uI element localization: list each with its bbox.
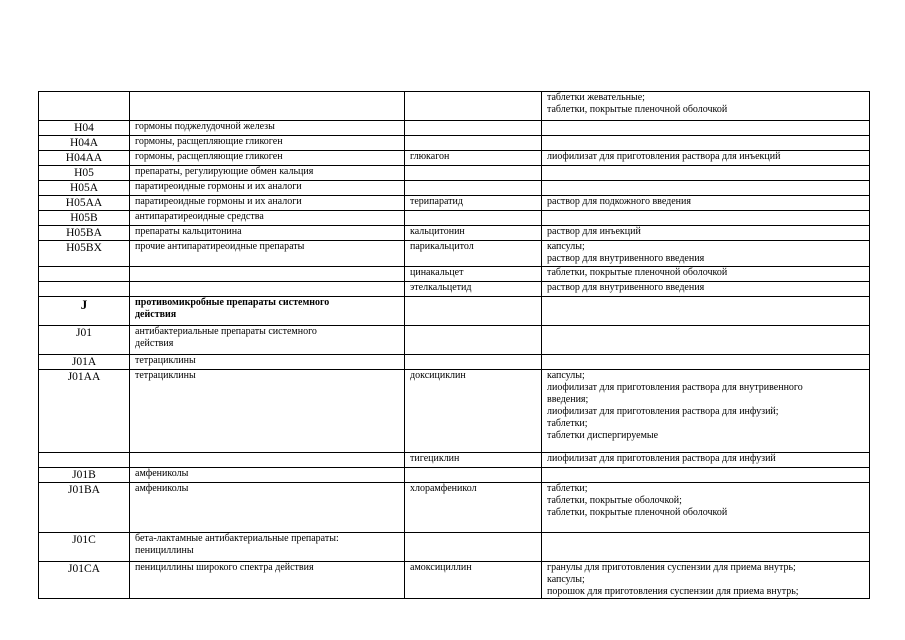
- dosage-form-line: лиофилизат для приготовления раствора для инъекций: [547, 151, 781, 162]
- group-name-cell: [130, 151, 405, 166]
- drug-name-line: терипаратид: [410, 196, 463, 207]
- drug-name-cell: [405, 355, 542, 370]
- table-row: [39, 562, 870, 599]
- atc-code-cell: [39, 297, 130, 326]
- table-row: [39, 151, 870, 166]
- group-name-line: паратиреоидные гормоны и их аналоги: [135, 196, 302, 207]
- group-name-line: тетрациклины: [135, 370, 196, 381]
- atc-code-cell: [39, 355, 130, 370]
- dosage-form-cell: [542, 92, 870, 121]
- atc-code-text: J01CA: [68, 563, 100, 575]
- drug-name-cell: [405, 370, 542, 453]
- table-row: [39, 483, 870, 533]
- group-name-cell: [130, 166, 405, 181]
- atc-code-text: J01C: [72, 534, 96, 546]
- dosage-form-line: таблетки жевательные;: [547, 92, 645, 103]
- group-name-line: антипаратиреоидные средства: [135, 211, 264, 222]
- drug-name-cell: [405, 297, 542, 326]
- table-row: [39, 92, 870, 121]
- drug-name-cell: [405, 136, 542, 151]
- dosage-form-line: капсулы;: [547, 574, 585, 585]
- dosage-form-cell: [542, 241, 870, 267]
- atc-code-cell: [39, 226, 130, 241]
- dosage-form-cell: [542, 121, 870, 136]
- dosage-form-line: таблетки диспергируемые: [547, 430, 659, 441]
- group-name-line: амфениколы: [135, 483, 189, 494]
- group-name-cell: [130, 370, 405, 453]
- atc-code-text: H05BX: [66, 242, 102, 254]
- table-row: [39, 267, 870, 282]
- dosage-form-line: капсулы;: [547, 241, 585, 252]
- drug-name-cell: [405, 326, 542, 355]
- atc-code-cell: [39, 196, 130, 211]
- table-row: [39, 211, 870, 226]
- atc-code-text: H05B: [70, 212, 98, 224]
- dosage-form-cell: [542, 267, 870, 282]
- drug-name-cell: [405, 453, 542, 468]
- group-name-line: антибактериальные препараты системного: [135, 326, 317, 337]
- group-name-cell: [130, 226, 405, 241]
- dosage-form-cell: [542, 181, 870, 196]
- atc-code-text: H04A: [69, 137, 99, 149]
- atc-code-cell: [39, 267, 130, 282]
- group-name-cell: [130, 121, 405, 136]
- atc-code-text: H05AA: [65, 197, 103, 209]
- atc-code-cell: [39, 136, 130, 151]
- dosage-form-line: введения;: [547, 394, 589, 405]
- dosage-form-line: таблетки, покрытые оболочкой;: [547, 495, 682, 506]
- atc-code-text: J01BA: [68, 484, 100, 496]
- group-name-line: гормоны, расщепляющие гликоген: [135, 151, 283, 162]
- group-name-line: пенициллины: [135, 545, 194, 556]
- drug-name-line: амоксициллин: [410, 562, 472, 573]
- atc-code-text: H05: [74, 167, 94, 179]
- drug-name-line: глюкагон: [410, 151, 450, 162]
- drug-name-cell: [405, 483, 542, 533]
- drug-name-cell: [405, 181, 542, 196]
- dosage-form-line: таблетки, покрытые пленочной оболочкой: [547, 507, 728, 518]
- group-name-cell: [130, 483, 405, 533]
- table-row: [39, 355, 870, 370]
- table-row: [39, 326, 870, 355]
- group-name-cell: [130, 453, 405, 468]
- atc-code-text: J01: [76, 327, 92, 339]
- atc-code-text: H05BA: [66, 227, 102, 239]
- dosage-form-line: раствор для внутривенного введения: [547, 253, 705, 264]
- dosage-form-cell: [542, 483, 870, 533]
- drug-name-cell: [405, 211, 542, 226]
- drug-name-cell: [405, 562, 542, 599]
- dosage-form-line: порошок для приготовления суспензии для приема внутрь;: [547, 586, 799, 597]
- dosage-form-line: таблетки;: [547, 418, 588, 429]
- group-name-cell: [130, 297, 405, 326]
- group-name-line: амфениколы: [135, 468, 189, 479]
- table-row: [39, 196, 870, 211]
- atc-code-cell: [39, 483, 130, 533]
- table-row: [39, 453, 870, 468]
- dosage-form-cell: [542, 562, 870, 599]
- dosage-form-line: раствор для подкожного введения: [547, 196, 691, 207]
- table-row: [39, 297, 870, 326]
- atc-code-cell: [39, 166, 130, 181]
- drug-name-cell: [405, 282, 542, 297]
- group-name-line: препараты кальцитонина: [135, 226, 242, 237]
- dosage-form-cell: [542, 297, 870, 326]
- group-name-cell: [130, 267, 405, 282]
- atc-code-cell: [39, 562, 130, 599]
- dosage-form-cell: [542, 196, 870, 211]
- drug-name-cell: [405, 468, 542, 483]
- drug-name-cell: [405, 533, 542, 562]
- atc-code-text: H04: [74, 122, 94, 134]
- dosage-form-line: таблетки;: [547, 483, 588, 494]
- group-name-line: действия: [135, 338, 174, 349]
- dosage-form-cell: [542, 370, 870, 453]
- group-name-line: действия: [135, 309, 177, 320]
- atc-code-cell: [39, 121, 130, 136]
- table-row: [39, 370, 870, 453]
- drug-name-cell: [405, 151, 542, 166]
- table-row: [39, 282, 870, 297]
- group-name-cell: [130, 92, 405, 121]
- atc-code-cell: [39, 241, 130, 267]
- table-row: [39, 181, 870, 196]
- group-name-line: тетрациклины: [135, 355, 196, 366]
- atc-code-cell: [39, 92, 130, 121]
- drug-name-cell: [405, 267, 542, 282]
- dosage-form-cell: [542, 211, 870, 226]
- group-name-line: паратиреоидные гормоны и их аналоги: [135, 181, 302, 192]
- dosage-form-cell: [542, 533, 870, 562]
- dosage-form-cell: [542, 166, 870, 181]
- group-name-cell: [130, 533, 405, 562]
- dosage-form-line: лиофилизат для приготовления раствора для инфузий;: [547, 406, 779, 417]
- atc-code-text: H05A: [69, 182, 99, 194]
- group-name-line: противомикробные препараты системного: [135, 297, 330, 308]
- table-row: [39, 136, 870, 151]
- group-name-line: препараты, регулирующие обмен кальция: [135, 166, 314, 177]
- drug-name-line: хлорамфеникол: [410, 483, 477, 494]
- atc-code-text: J01AA: [67, 371, 101, 383]
- drug-classification-table: [38, 91, 870, 599]
- group-name-cell: [130, 468, 405, 483]
- group-name-cell: [130, 562, 405, 599]
- table-row: [39, 468, 870, 483]
- group-name-cell: [130, 355, 405, 370]
- atc-code-cell: [39, 211, 130, 226]
- atc-code-cell: [39, 533, 130, 562]
- dosage-form-cell: [542, 151, 870, 166]
- drug-name-line: парикальцитол: [410, 241, 474, 252]
- group-name-cell: [130, 282, 405, 297]
- group-name-cell: [130, 196, 405, 211]
- atc-code-cell: [39, 151, 130, 166]
- dosage-form-line: раствор для внутривенного введения: [547, 282, 705, 293]
- atc-code-cell: [39, 181, 130, 196]
- table-row: [39, 166, 870, 181]
- dosage-form-line: раствор для инъекций: [547, 226, 641, 237]
- drug-name-line: кальцитонин: [410, 226, 465, 237]
- drug-name-line: доксициклин: [410, 370, 466, 381]
- group-name-cell: [130, 181, 405, 196]
- dosage-form-cell: [542, 355, 870, 370]
- group-name-cell: [130, 136, 405, 151]
- drug-name-cell: [405, 166, 542, 181]
- group-name-line: прочие антипаратиреоидные препараты: [135, 241, 305, 252]
- group-name-cell: [130, 211, 405, 226]
- dosage-form-line: гранулы для приготовления суспензии для приема внутрь;: [547, 562, 796, 573]
- group-name-cell: [130, 326, 405, 355]
- table-row: [39, 533, 870, 562]
- drug-name-cell: [405, 121, 542, 136]
- table-row: [39, 226, 870, 241]
- dosage-form-cell: [542, 226, 870, 241]
- group-name-line: пенициллины широкого спектра действия: [135, 562, 314, 573]
- dosage-form-cell: [542, 136, 870, 151]
- atc-code-text: J: [80, 297, 88, 312]
- table-row: [39, 121, 870, 136]
- dosage-form-line: лиофилизат для приготовления раствора для внутривенного: [547, 382, 803, 393]
- group-name-line: гормоны поджелудочной железы: [135, 121, 275, 132]
- dosage-form-cell: [542, 326, 870, 355]
- dosage-form-line: лиофилизат для приготовления раствора для инфузий: [547, 453, 776, 464]
- group-name-line: гормоны, расщепляющие гликоген: [135, 136, 283, 147]
- group-name-line: бета-лактамные антибактериальные препараты:: [135, 533, 339, 544]
- drug-name-line: этелкальцетид: [410, 282, 472, 293]
- atc-code-text: J01B: [72, 469, 96, 481]
- drug-name-cell: [405, 226, 542, 241]
- table-row: [39, 241, 870, 267]
- dosage-form-line: таблетки, покрытые пленочной оболочкой: [547, 104, 728, 115]
- drug-name-line: цинакальцет: [410, 267, 464, 278]
- dosage-form-cell: [542, 282, 870, 297]
- dosage-form-line: таблетки, покрытые пленочной оболочкой: [547, 267, 728, 278]
- dosage-form-cell: [542, 468, 870, 483]
- atc-code-text: H04AA: [65, 152, 103, 164]
- atc-code-cell: [39, 326, 130, 355]
- atc-code-cell: [39, 282, 130, 297]
- table-body: [39, 92, 870, 599]
- drug-name-cell: [405, 196, 542, 211]
- drug-name-cell: [405, 241, 542, 267]
- dosage-form-line: капсулы;: [547, 370, 585, 381]
- dosage-form-cell: [542, 453, 870, 468]
- group-name-cell: [130, 241, 405, 267]
- atc-code-cell: [39, 370, 130, 453]
- atc-code-cell: [39, 468, 130, 483]
- atc-code-cell: [39, 453, 130, 468]
- atc-code-text: J01A: [71, 356, 97, 368]
- drug-name-cell: [405, 92, 542, 121]
- drug-name-line: тигециклин: [410, 453, 460, 464]
